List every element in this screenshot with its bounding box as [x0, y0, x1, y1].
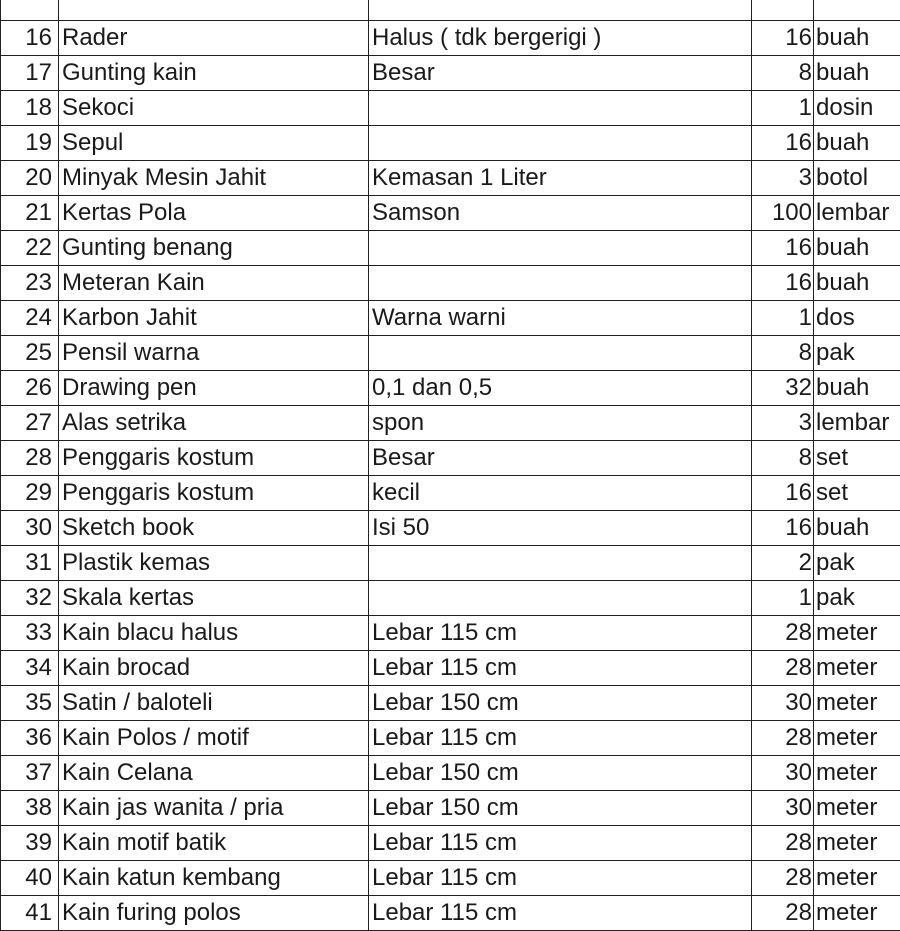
unit-cell[interactable]: meter — [814, 896, 900, 931]
quantity-cell[interactable]: 100 — [752, 196, 814, 231]
quantity-cell[interactable] — [752, 0, 814, 21]
specification-cell[interactable]: spon — [369, 406, 752, 441]
item-name-cell[interactable]: Kain motif batik — [59, 826, 369, 861]
table-row — [1, 301, 900, 336]
table-row — [1, 0, 900, 21]
unit-cell[interactable]: buah — [814, 56, 900, 91]
quantity-cell[interactable]: 2 — [752, 546, 814, 581]
quantity-cell[interactable]: 28 — [752, 721, 814, 756]
table-row — [1, 616, 900, 651]
quantity-cell[interactable]: 1 — [752, 581, 814, 616]
quantity-cell[interactable]: 16 — [752, 476, 814, 511]
item-name-cell[interactable]: Sepul — [59, 126, 369, 161]
table-row — [1, 21, 900, 56]
quantity-cell[interactable]: 8 — [752, 56, 814, 91]
table-row — [1, 546, 900, 581]
table-row — [1, 161, 900, 196]
item-name-cell[interactable]: Karbon Jahit — [59, 301, 369, 336]
quantity-cell[interactable]: 28 — [752, 826, 814, 861]
specification-cell[interactable] — [369, 91, 752, 126]
unit-cell[interactable]: lembar — [814, 406, 900, 441]
unit-cell[interactable]: meter — [814, 861, 900, 896]
item-name-cell[interactable]: Rader — [59, 21, 369, 56]
table-row — [1, 686, 900, 721]
table-row — [1, 826, 900, 861]
quantity-cell[interactable]: 16 — [752, 126, 814, 161]
unit-cell[interactable]: pak — [814, 581, 900, 616]
specification-cell[interactable]: Warna warni — [369, 301, 752, 336]
table-row — [1, 336, 900, 371]
specification-cell[interactable] — [369, 266, 752, 301]
row-number-cell[interactable]: 26 — [1, 371, 59, 406]
item-name-cell[interactable]: Kain Polos / motif — [59, 721, 369, 756]
row-number-cell[interactable]: 38 — [1, 791, 59, 826]
unit-cell[interactable]: meter — [814, 791, 900, 826]
item-name-cell[interactable]: Skala kertas — [59, 581, 369, 616]
item-name-cell[interactable]: Meteran Kain — [59, 266, 369, 301]
table-body — [1, 0, 900, 931]
row-number-cell[interactable]: 29 — [1, 476, 59, 511]
unit-cell[interactable]: lembar — [814, 196, 900, 231]
specification-cell[interactable] — [369, 546, 752, 581]
specification-cell[interactable]: Lebar 115 cm — [369, 651, 752, 686]
unit-cell[interactable] — [814, 0, 900, 21]
specification-cell[interactable] — [369, 0, 752, 21]
item-name-cell[interactable]: Gunting benang — [59, 231, 369, 266]
table-row — [1, 756, 900, 791]
unit-cell[interactable]: meter — [814, 616, 900, 651]
row-number-cell[interactable]: 23 — [1, 266, 59, 301]
item-name-cell[interactable]: Penggaris kostum — [59, 441, 369, 476]
quantity-cell[interactable]: 3 — [752, 161, 814, 196]
item-name-cell[interactable]: Penggaris kostum — [59, 476, 369, 511]
specification-cell[interactable] — [369, 581, 752, 616]
unit-cell[interactable]: buah — [814, 21, 900, 56]
specification-cell[interactable] — [369, 231, 752, 266]
row-number-cell[interactable]: 22 — [1, 231, 59, 266]
row-number-cell[interactable]: 40 — [1, 861, 59, 896]
quantity-cell[interactable]: 16 — [752, 231, 814, 266]
table-row — [1, 511, 900, 546]
quantity-cell[interactable]: 8 — [752, 441, 814, 476]
unit-cell[interactable]: buah — [814, 511, 900, 546]
specification-cell[interactable]: Halus ( tdk bergerigi ) — [369, 21, 752, 56]
unit-cell[interactable]: botol — [814, 161, 900, 196]
quantity-cell[interactable]: 30 — [752, 686, 814, 721]
row-number-cell[interactable]: 28 — [1, 441, 59, 476]
item-name-cell[interactable]: Gunting kain — [59, 56, 369, 91]
item-name-cell[interactable]: Kain katun kembang — [59, 861, 369, 896]
quantity-cell[interactable]: 16 — [752, 266, 814, 301]
item-name-cell[interactable]: Kain Celana — [59, 756, 369, 791]
specification-cell[interactable]: Besar — [369, 441, 752, 476]
specification-cell[interactable] — [369, 336, 752, 371]
specification-cell[interactable]: Isi 50 — [369, 511, 752, 546]
unit-cell[interactable]: pak — [814, 336, 900, 371]
quantity-cell[interactable]: 16 — [752, 511, 814, 546]
item-name-cell[interactable]: Plastik kemas — [59, 546, 369, 581]
specification-cell[interactable]: Lebar 115 cm — [369, 896, 752, 931]
row-number-cell[interactable]: 34 — [1, 651, 59, 686]
specification-cell[interactable]: Besar — [369, 56, 752, 91]
row-number-cell[interactable]: 39 — [1, 826, 59, 861]
item-name-cell[interactable]: Satin / baloteli — [59, 686, 369, 721]
specification-cell[interactable]: Lebar 150 cm — [369, 791, 752, 826]
row-number-cell[interactable]: 37 — [1, 756, 59, 791]
quantity-cell[interactable]: 28 — [752, 861, 814, 896]
table-row — [1, 581, 900, 616]
unit-cell[interactable]: set — [814, 441, 900, 476]
unit-cell[interactable]: set — [814, 476, 900, 511]
specification-cell[interactable]: Kemasan 1 Liter — [369, 161, 752, 196]
table-row — [1, 56, 900, 91]
table-row — [1, 406, 900, 441]
item-name-cell[interactable]: Kain furing polos — [59, 896, 369, 931]
specification-cell[interactable]: Lebar 115 cm — [369, 826, 752, 861]
item-name-cell[interactable]: Drawing pen — [59, 371, 369, 406]
table-row — [1, 791, 900, 826]
item-name-cell[interactable]: Pensil warna — [59, 336, 369, 371]
table-row — [1, 721, 900, 756]
row-number-cell[interactable]: 36 — [1, 721, 59, 756]
unit-cell[interactable]: meter — [814, 756, 900, 791]
table-row — [1, 126, 900, 161]
specification-cell[interactable]: Samson — [369, 196, 752, 231]
table-row — [1, 476, 900, 511]
row-number-cell[interactable]: 17 — [1, 56, 59, 91]
specification-cell[interactable]: Lebar 150 cm — [369, 686, 752, 721]
item-name-cell[interactable]: Kain brocad — [59, 651, 369, 686]
table-row — [1, 651, 900, 686]
row-number-cell[interactable]: 16 — [1, 21, 59, 56]
row-number-cell[interactable]: 21 — [1, 196, 59, 231]
item-name-cell[interactable]: Sekoci — [59, 91, 369, 126]
specification-cell[interactable]: Lebar 115 cm — [369, 861, 752, 896]
specification-cell[interactable]: Lebar 115 cm — [369, 721, 752, 756]
item-name-cell[interactable] — [59, 0, 369, 21]
table-row — [1, 196, 900, 231]
unit-cell[interactable]: buah — [814, 231, 900, 266]
row-number-cell[interactable] — [1, 0, 59, 21]
table-row — [1, 266, 900, 301]
specification-cell[interactable]: Lebar 115 cm — [369, 616, 752, 651]
table-row — [1, 371, 900, 406]
quantity-cell[interactable]: 16 — [752, 21, 814, 56]
quantity-cell[interactable]: 8 — [752, 336, 814, 371]
unit-cell[interactable]: buah — [814, 126, 900, 161]
unit-cell[interactable]: meter — [814, 721, 900, 756]
quantity-cell[interactable]: 28 — [752, 651, 814, 686]
unit-cell[interactable]: meter — [814, 651, 900, 686]
table-row — [1, 896, 900, 931]
unit-cell[interactable]: pak — [814, 546, 900, 581]
quantity-cell[interactable]: 3 — [752, 406, 814, 441]
item-name-cell[interactable]: Kain blacu halus — [59, 616, 369, 651]
row-number-cell[interactable]: 30 — [1, 511, 59, 546]
unit-cell[interactable]: dos — [814, 301, 900, 336]
table-row — [1, 441, 900, 476]
row-number-cell[interactable]: 33 — [1, 616, 59, 651]
specification-cell[interactable]: 0,1 dan 0,5 — [369, 371, 752, 406]
table-row — [1, 91, 900, 126]
specification-cell[interactable]: Lebar 150 cm — [369, 756, 752, 791]
table-row — [1, 861, 900, 896]
quantity-cell[interactable]: 28 — [752, 896, 814, 931]
quantity-cell[interactable]: 1 — [752, 91, 814, 126]
row-number-cell[interactable]: 41 — [1, 896, 59, 931]
row-number-cell[interactable]: 27 — [1, 406, 59, 441]
unit-cell[interactable]: buah — [814, 266, 900, 301]
specification-cell[interactable]: kecil — [369, 476, 752, 511]
unit-cell[interactable]: buah — [814, 371, 900, 406]
row-number-cell[interactable]: 31 — [1, 546, 59, 581]
unit-cell[interactable]: meter — [814, 826, 900, 861]
quantity-cell[interactable]: 30 — [752, 756, 814, 791]
quantity-cell[interactable]: 28 — [752, 616, 814, 651]
item-name-cell[interactable]: Kertas Pola — [59, 196, 369, 231]
row-number-cell[interactable]: 25 — [1, 336, 59, 371]
unit-cell[interactable]: meter — [814, 686, 900, 721]
item-name-cell[interactable]: Minyak Mesin Jahit — [59, 161, 369, 196]
item-name-cell[interactable]: Sketch book — [59, 511, 369, 546]
item-name-cell[interactable]: Alas setrika — [59, 406, 369, 441]
specification-cell[interactable] — [369, 126, 752, 161]
unit-cell[interactable]: dosin — [814, 91, 900, 126]
row-number-cell[interactable]: 18 — [1, 91, 59, 126]
table-row — [1, 231, 900, 266]
row-number-cell[interactable]: 20 — [1, 161, 59, 196]
quantity-cell[interactable]: 1 — [752, 301, 814, 336]
row-number-cell[interactable]: 24 — [1, 301, 59, 336]
quantity-cell[interactable]: 30 — [752, 791, 814, 826]
row-number-cell[interactable]: 19 — [1, 126, 59, 161]
quantity-cell[interactable]: 32 — [752, 371, 814, 406]
row-number-cell[interactable]: 35 — [1, 686, 59, 721]
item-name-cell[interactable]: Kain jas wanita / pria — [59, 791, 369, 826]
row-number-cell[interactable]: 32 — [1, 581, 59, 616]
